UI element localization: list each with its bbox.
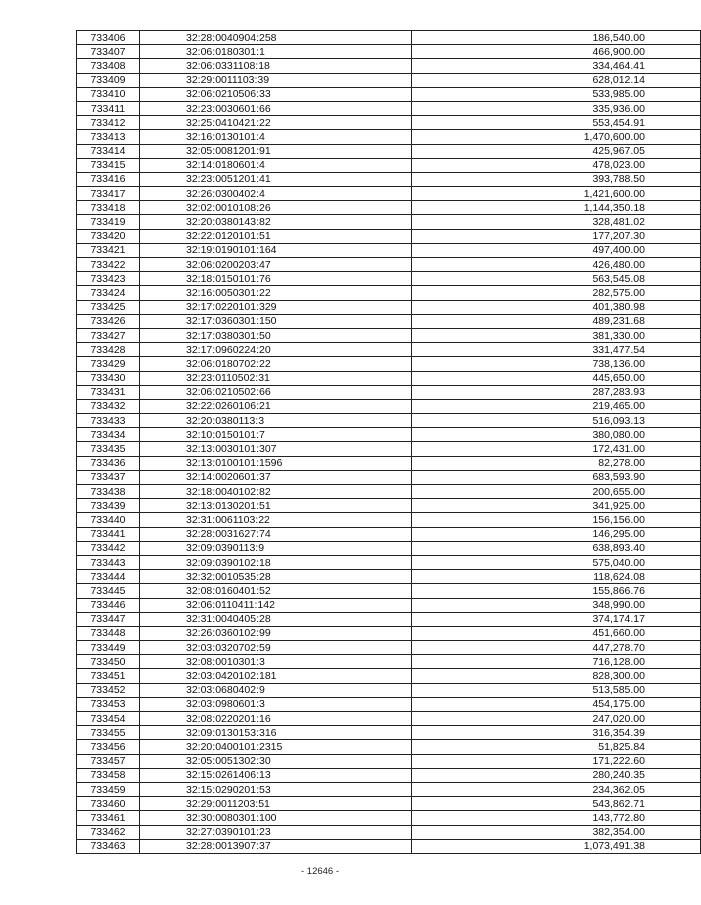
amount-cell: 478,023.00	[412, 158, 701, 172]
table-row	[77, 470, 701, 484]
cadastral-number-cell: 32:28:0013907:37	[140, 839, 412, 853]
amount-cell: 341,925.00	[412, 499, 701, 513]
record-number-cell: 733461	[77, 811, 140, 825]
cadastral-number-cell: 32:17:0220101:329	[140, 300, 412, 314]
record-number-cell: 733436	[77, 456, 140, 470]
cadastral-number-cell: 32:09:0390102:18	[140, 555, 412, 569]
cadastral-number-cell: 32:29:0011103:39	[140, 73, 412, 87]
record-number-cell: 733428	[77, 343, 140, 357]
table-row	[77, 328, 701, 342]
table-row	[77, 385, 701, 399]
table-row	[77, 782, 701, 796]
record-number-cell: 733407	[77, 45, 140, 59]
amount-cell: 543,862.71	[412, 797, 701, 811]
amount-cell: 1,073,491.38	[412, 839, 701, 853]
record-number-cell: 733414	[77, 144, 140, 158]
amount-cell: 516,093.13	[412, 414, 701, 428]
amount-cell: 497,400.00	[412, 243, 701, 257]
page-number: - 12646 -	[300, 866, 340, 877]
cadastral-number-cell: 32:06:0110411:142	[140, 598, 412, 612]
table-row	[77, 272, 701, 286]
cadastral-number-cell: 32:15:0261406:13	[140, 768, 412, 782]
cadastral-number-cell: 32:14:0020601:37	[140, 470, 412, 484]
amount-cell: 316,354.39	[412, 726, 701, 740]
table-row	[77, 343, 701, 357]
record-number-cell: 733459	[77, 782, 140, 796]
record-number-cell: 733437	[77, 470, 140, 484]
record-number-cell: 733417	[77, 187, 140, 201]
record-number-cell: 733418	[77, 201, 140, 215]
table-row	[77, 414, 701, 428]
amount-cell: 380,080.00	[412, 428, 701, 442]
amount-cell: 445,650.00	[412, 371, 701, 385]
cadastral-number-cell: 32:23:0030601:66	[140, 101, 412, 115]
table-row	[77, 428, 701, 442]
amount-cell: 280,240.35	[412, 768, 701, 782]
cadastral-number-cell: 32:06:0210506:33	[140, 87, 412, 101]
record-number-cell: 733406	[77, 31, 140, 45]
amount-cell: 219,465.00	[412, 399, 701, 413]
cadastral-number-cell: 32:23:0051201:41	[140, 172, 412, 186]
record-number-cell: 733425	[77, 300, 140, 314]
table-row	[77, 101, 701, 115]
amount-cell: 393,788.50	[412, 172, 701, 186]
cadastral-number-cell: 32:13:0030101:307	[140, 442, 412, 456]
table-row	[77, 697, 701, 711]
cadastral-number-cell: 32:06:0200203:47	[140, 258, 412, 272]
amount-cell: 334,464.41	[412, 59, 701, 73]
table-row	[77, 286, 701, 300]
table-row	[77, 541, 701, 555]
cadastral-number-cell: 32:02:0010108:26	[140, 201, 412, 215]
cadastral-number-cell: 32:26:0300402:4	[140, 187, 412, 201]
table-row	[77, 158, 701, 172]
cadastral-number-cell: 32:31:0061103:22	[140, 513, 412, 527]
table-row	[77, 144, 701, 158]
table-row	[77, 31, 701, 45]
cadastral-number-cell: 32:05:0051302:30	[140, 754, 412, 768]
record-number-cell: 733463	[77, 839, 140, 853]
record-number-cell: 733434	[77, 428, 140, 442]
cadastral-number-cell: 32:19:0190101:164	[140, 243, 412, 257]
cadastral-number-cell: 32:09:0130153:316	[140, 726, 412, 740]
record-number-cell: 733445	[77, 584, 140, 598]
table-row	[77, 612, 701, 626]
amount-cell: 454,175.00	[412, 697, 701, 711]
amount-cell: 382,354.00	[412, 825, 701, 839]
table-row	[77, 527, 701, 541]
table-row	[77, 598, 701, 612]
amount-cell: 638,893.40	[412, 541, 701, 555]
amount-cell: 234,362.05	[412, 782, 701, 796]
cadastral-number-cell: 32:22:0120101:51	[140, 229, 412, 243]
cadastral-number-cell: 32:17:0380301:50	[140, 328, 412, 342]
record-number-cell: 733446	[77, 598, 140, 612]
cadastral-number-cell: 32:20:0380143:82	[140, 215, 412, 229]
record-number-cell: 733453	[77, 697, 140, 711]
table-row	[77, 584, 701, 598]
cadastral-number-cell: 32:29:0011203:51	[140, 797, 412, 811]
table-row	[77, 371, 701, 385]
table-row	[77, 712, 701, 726]
record-number-cell: 733454	[77, 712, 140, 726]
amount-cell: 118,624.08	[412, 570, 701, 584]
record-number-cell: 733412	[77, 116, 140, 130]
record-number-cell: 733410	[77, 87, 140, 101]
cadastral-number-cell: 32:20:0380113:3	[140, 414, 412, 428]
table-row	[77, 258, 701, 272]
cadastral-number-cell: 32:22:0260106:21	[140, 399, 412, 413]
table-row	[77, 456, 701, 470]
registry-table	[76, 30, 701, 854]
amount-cell: 553,454.91	[412, 116, 701, 130]
record-number-cell: 733432	[77, 399, 140, 413]
table-row	[77, 726, 701, 740]
record-number-cell: 733430	[77, 371, 140, 385]
table-row	[77, 59, 701, 73]
amount-cell: 381,330.00	[412, 328, 701, 342]
table-row	[77, 87, 701, 101]
table-row	[77, 399, 701, 413]
record-number-cell: 733427	[77, 328, 140, 342]
cadastral-number-cell: 32:18:0150101:76	[140, 272, 412, 286]
table-row	[77, 116, 701, 130]
table-row	[77, 555, 701, 569]
record-number-cell: 733420	[77, 229, 140, 243]
amount-cell: 533,985.00	[412, 87, 701, 101]
record-number-cell: 733451	[77, 669, 140, 683]
record-number-cell: 733452	[77, 683, 140, 697]
cadastral-number-cell: 32:18:0040102:82	[140, 485, 412, 499]
table-row	[77, 73, 701, 87]
record-number-cell: 733429	[77, 357, 140, 371]
record-number-cell: 733458	[77, 768, 140, 782]
amount-cell: 374,174.17	[412, 612, 701, 626]
cadastral-number-cell: 32:08:0220201:16	[140, 712, 412, 726]
amount-cell: 489,231.68	[412, 314, 701, 328]
amount-cell: 156,156.00	[412, 513, 701, 527]
amount-cell: 335,936.00	[412, 101, 701, 115]
cadastral-number-cell: 32:03:0420102:181	[140, 669, 412, 683]
cadastral-number-cell: 32:17:0360301:150	[140, 314, 412, 328]
cadastral-number-cell: 32:23:0110502:31	[140, 371, 412, 385]
record-number-cell: 733447	[77, 612, 140, 626]
amount-cell: 447,278.70	[412, 641, 701, 655]
record-number-cell: 733419	[77, 215, 140, 229]
record-number-cell: 733455	[77, 726, 140, 740]
amount-cell: 1,470,600.00	[412, 130, 701, 144]
cadastral-number-cell: 32:08:0010301:3	[140, 655, 412, 669]
cadastral-number-cell: 32:13:0100101:1596	[140, 456, 412, 470]
cadastral-number-cell: 32:13:0130201:51	[140, 499, 412, 513]
amount-cell: 177,207.30	[412, 229, 701, 243]
record-number-cell: 733411	[77, 101, 140, 115]
amount-cell: 513,585.00	[412, 683, 701, 697]
table-row	[77, 669, 701, 683]
table-row	[77, 229, 701, 243]
record-number-cell: 733415	[77, 158, 140, 172]
record-number-cell: 733426	[77, 314, 140, 328]
cadastral-number-cell: 32:27:0390101:23	[140, 825, 412, 839]
table-row	[77, 825, 701, 839]
cadastral-number-cell: 32:26:0360102:99	[140, 626, 412, 640]
amount-cell: 172,431.00	[412, 442, 701, 456]
amount-cell: 82,278.00	[412, 456, 701, 470]
table-row	[77, 215, 701, 229]
table-row	[77, 172, 701, 186]
cadastral-number-cell: 32:16:0130101:4	[140, 130, 412, 144]
table-row	[77, 499, 701, 513]
cadastral-number-cell: 32:28:0040904:258	[140, 31, 412, 45]
amount-cell: 186,540.00	[412, 31, 701, 45]
amount-cell: 331,477.54	[412, 343, 701, 357]
table-row	[77, 45, 701, 59]
cadastral-number-cell: 32:31:0040405:28	[140, 612, 412, 626]
amount-cell: 828,300.00	[412, 669, 701, 683]
table-row	[77, 513, 701, 527]
amount-cell: 425,967.05	[412, 144, 701, 158]
amount-cell: 466,900.00	[412, 45, 701, 59]
record-number-cell: 733413	[77, 130, 140, 144]
amount-cell: 143,772.80	[412, 811, 701, 825]
amount-cell: 738,136.00	[412, 357, 701, 371]
amount-cell: 328,481.02	[412, 215, 701, 229]
record-number-cell: 733422	[77, 258, 140, 272]
record-number-cell: 733439	[77, 499, 140, 513]
cadastral-number-cell: 32:20:0400101:2315	[140, 740, 412, 754]
record-number-cell: 733435	[77, 442, 140, 456]
cadastral-number-cell: 32:08:0160401:52	[140, 584, 412, 598]
record-number-cell: 733440	[77, 513, 140, 527]
cadastral-number-cell: 32:05:0081201:91	[140, 144, 412, 158]
amount-cell: 563,545.08	[412, 272, 701, 286]
cadastral-number-cell: 32:06:0331108:18	[140, 59, 412, 73]
amount-cell: 716,128.00	[412, 655, 701, 669]
record-number-cell: 733433	[77, 414, 140, 428]
record-number-cell: 733450	[77, 655, 140, 669]
table-row	[77, 570, 701, 584]
table-row	[77, 768, 701, 782]
cadastral-number-cell: 32:16:0050301:22	[140, 286, 412, 300]
table-row	[77, 357, 701, 371]
cadastral-number-cell: 32:06:0180702:22	[140, 357, 412, 371]
table-row	[77, 655, 701, 669]
record-number-cell: 733460	[77, 797, 140, 811]
record-number-cell: 733457	[77, 754, 140, 768]
record-number-cell: 733444	[77, 570, 140, 584]
amount-cell: 575,040.00	[412, 555, 701, 569]
amount-cell: 401,380.98	[412, 300, 701, 314]
cadastral-number-cell: 32:10:0150101:7	[140, 428, 412, 442]
amount-cell: 451,660.00	[412, 626, 701, 640]
record-number-cell: 733442	[77, 541, 140, 555]
record-number-cell: 733438	[77, 485, 140, 499]
registry-table-body	[77, 31, 701, 854]
table-row	[77, 740, 701, 754]
table-row	[77, 626, 701, 640]
table-row	[77, 442, 701, 456]
record-number-cell: 733421	[77, 243, 140, 257]
amount-cell: 171,222.60	[412, 754, 701, 768]
cadastral-number-cell: 32:03:0680402:9	[140, 683, 412, 697]
table-row	[77, 187, 701, 201]
cadastral-number-cell: 32:14:0180601:4	[140, 158, 412, 172]
table-row	[77, 683, 701, 697]
table-row	[77, 201, 701, 215]
record-number-cell: 733408	[77, 59, 140, 73]
amount-cell: 683,593.90	[412, 470, 701, 484]
amount-cell: 247,020.00	[412, 712, 701, 726]
cadastral-number-cell: 32:06:0180301:1	[140, 45, 412, 59]
amount-cell: 426,480.00	[412, 258, 701, 272]
record-number-cell: 733448	[77, 626, 140, 640]
amount-cell: 1,421,600.00	[412, 187, 701, 201]
table-row	[77, 754, 701, 768]
record-number-cell: 733456	[77, 740, 140, 754]
table-row	[77, 485, 701, 499]
amount-cell: 200,655.00	[412, 485, 701, 499]
record-number-cell: 733443	[77, 555, 140, 569]
amount-cell: 1,144,350.18	[412, 201, 701, 215]
amount-cell: 287,283.93	[412, 385, 701, 399]
table-row	[77, 130, 701, 144]
cadastral-number-cell: 32:09:0390113:9	[140, 541, 412, 555]
amount-cell: 155,866.76	[412, 584, 701, 598]
cadastral-number-cell: 32:15:0290201:53	[140, 782, 412, 796]
amount-cell: 146,295.00	[412, 527, 701, 541]
record-number-cell: 733416	[77, 172, 140, 186]
amount-cell: 348,990.00	[412, 598, 701, 612]
record-number-cell: 733431	[77, 385, 140, 399]
cadastral-number-cell: 32:28:0031627:74	[140, 527, 412, 541]
cadastral-number-cell: 32:03:0320702:59	[140, 641, 412, 655]
record-number-cell: 733424	[77, 286, 140, 300]
cadastral-number-cell: 32:25:0410421:22	[140, 116, 412, 130]
cadastral-number-cell: 32:17:0960224:20	[140, 343, 412, 357]
amount-cell: 282,575.00	[412, 286, 701, 300]
table-row	[77, 243, 701, 257]
record-number-cell: 733409	[77, 73, 140, 87]
record-number-cell: 733423	[77, 272, 140, 286]
table-row	[77, 797, 701, 811]
table-row	[77, 300, 701, 314]
record-number-cell: 733441	[77, 527, 140, 541]
amount-cell: 628,012.14	[412, 73, 701, 87]
record-number-cell: 733449	[77, 641, 140, 655]
table-row	[77, 314, 701, 328]
cadastral-number-cell: 32:30:0080301:100	[140, 811, 412, 825]
table-row	[77, 811, 701, 825]
cadastral-number-cell: 32:03:0980601:3	[140, 697, 412, 711]
table-row	[77, 839, 701, 853]
amount-cell: 51,825.84	[412, 740, 701, 754]
table-row	[77, 641, 701, 655]
cadastral-number-cell: 32:32:0010535:28	[140, 570, 412, 584]
record-number-cell: 733462	[77, 825, 140, 839]
cadastral-number-cell: 32:06:0210502:66	[140, 385, 412, 399]
